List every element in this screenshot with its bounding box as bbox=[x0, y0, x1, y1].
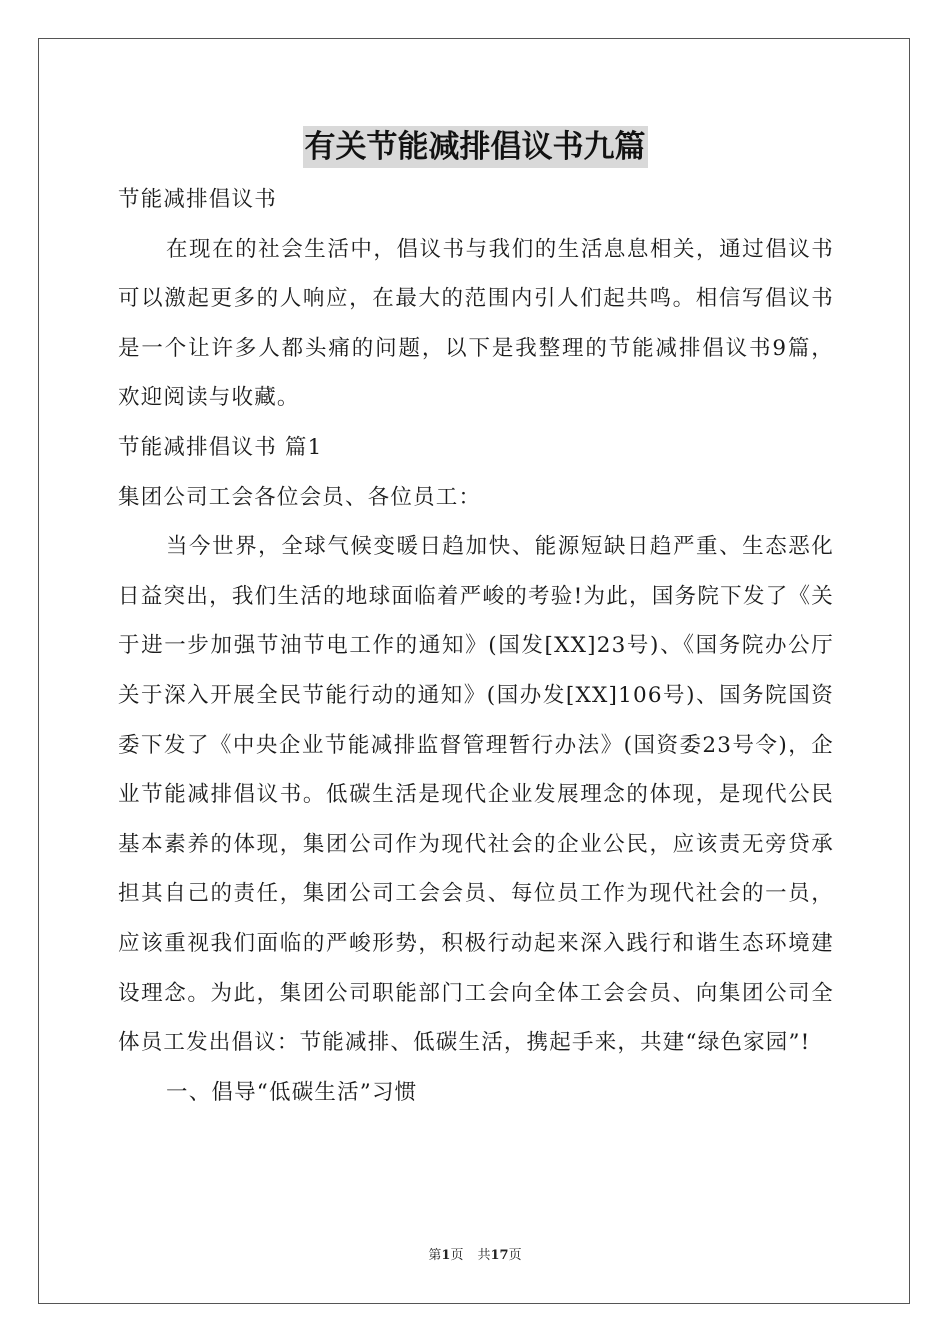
title-container bbox=[0, 126, 950, 168]
page-footer bbox=[0, 1247, 950, 1265]
paragraph-section-title: 节能减排倡议书 篇1 bbox=[118, 434, 323, 460]
paragraph-main: 当今世界，全球气候变暖日趋加快、能源短缺日趋严重、生态恶化日益突出，我们生活的地球面临着严峻的考验!为此，国务院下发了《关于进一步加强节油节电工作的通知》(国发[XX]23号)、《国务院办公厅关于深入开展全民节能行动的通知》(国办发[XX]106号)、国务院国资委下发了《中央企业节能减排监督管理暂行办法》(国资委23号令)，企业节能减排倡议书。低碳生活是现代企业发展理念的体现，是现代公民基本素养的体现，集团公司作为现代社会的企业公民，应该责无旁贷承担其自己的责任，集团公司工会会员、每位员工作为现代社会的一员，应该重视我们面临的严峻形势，积极行动起来深入践行和谐生态环境建设理念。为此，集团公司职能部门工会向全体工会会员、向集团公司全体员工发出倡议：节能减排、低碳生活，携起手来，共建“绿色家园”! bbox=[118, 534, 834, 1056]
page-prefix: 第 bbox=[428, 1248, 442, 1263]
page-current: 1 bbox=[441, 1248, 451, 1263]
page-total: 17 bbox=[490, 1248, 509, 1263]
paragraph-subheading: 一、倡导“低碳生活”习惯 bbox=[166, 1079, 418, 1105]
document-title: 有关节能减排倡议书九篇 bbox=[303, 126, 648, 168]
paragraph-salutation: 集团公司工会各位会员、各位员工： bbox=[118, 484, 482, 510]
page-suffix: 页 bbox=[450, 1248, 464, 1263]
total-prefix: 共 bbox=[477, 1248, 491, 1263]
total-suffix: 页 bbox=[508, 1248, 522, 1263]
paragraph-intro: 在现在的社会生活中，倡议书与我们的生活息息相关，通过倡议书可以激起更多的人响应，在最大的范围内引人们起共鸣。相信写倡议书是一个让许多人都头痛的问题，以下是我整理的节能减排倡议书9篇，欢迎阅读与收藏。 bbox=[118, 236, 834, 411]
paragraph-heading: 节能减排倡议书 bbox=[118, 187, 277, 212]
document-body bbox=[118, 175, 834, 1117]
